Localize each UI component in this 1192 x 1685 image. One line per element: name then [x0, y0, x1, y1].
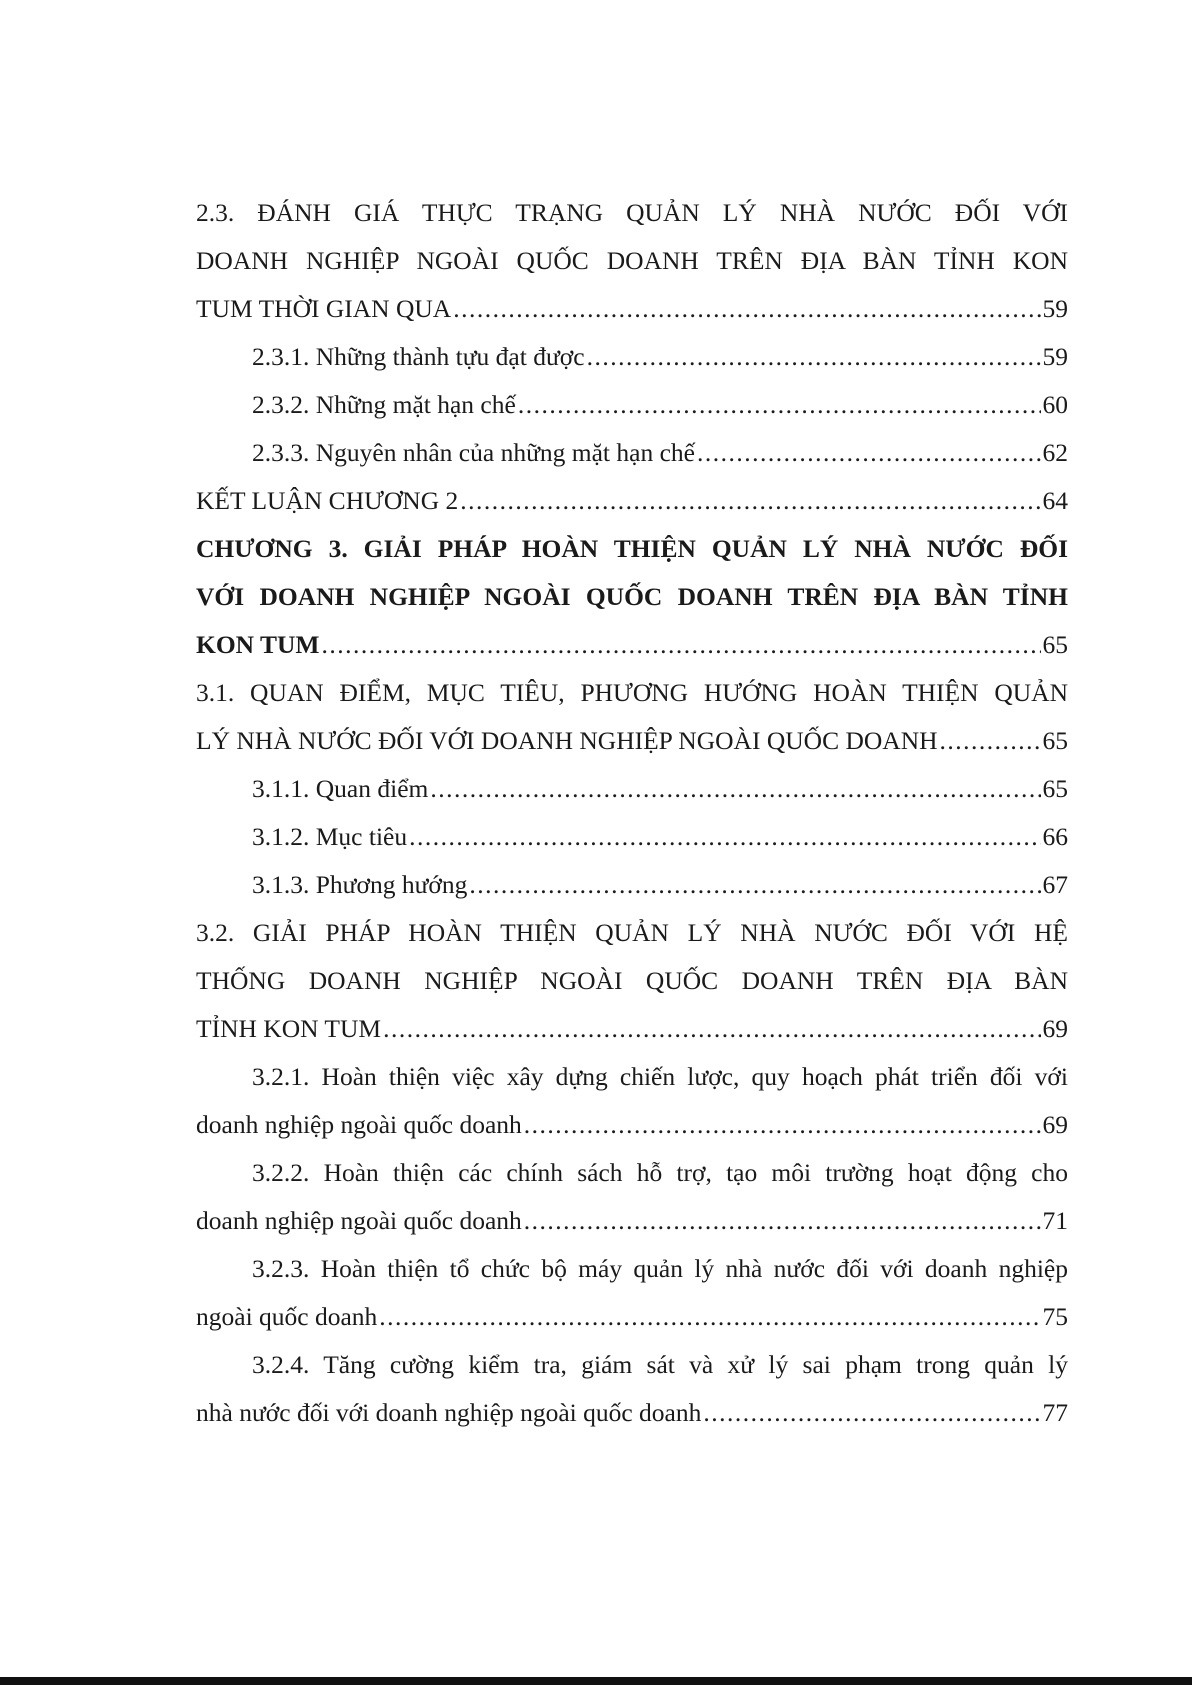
toc-entry-3-2-1-line-1: 3.2.1. Hoàn thiện việc xây dựng chiến lược, quy hoạch phát triển đối với: [252, 1062, 1068, 1091]
page-number: 69: [1042, 1014, 1068, 1043]
toc-entry-text: ngoài quốc doanh: [196, 1302, 378, 1331]
page-bottom-border: [0, 1677, 1192, 1685]
page-number: 59: [1042, 342, 1068, 371]
toc-entry-text: 3.1.3. Phương hướng: [252, 870, 468, 899]
dot-leader: [587, 333, 1041, 381]
page-number: 71: [1042, 1206, 1068, 1235]
toc-entry-text: 3.1.1. Quan điểm: [252, 774, 429, 803]
dot-leader: [524, 1197, 1041, 1245]
toc-entry-3-1-3[interactable]: [196, 861, 1068, 909]
toc-entry-text: 3.1.2. Mục tiêu: [252, 822, 408, 851]
toc-entry-2-3-line-3[interactable]: [196, 285, 1068, 333]
toc-entry-text: doanh nghiệp ngoài quốc doanh: [196, 1206, 522, 1235]
page-number: 65: [1042, 630, 1068, 659]
toc-entry-text: nhà nước đối với doanh nghiệp ngoài quốc doanh: [196, 1398, 702, 1427]
toc-entry-text: TỈNH KON TUM: [196, 1014, 382, 1043]
page-number: 59: [1042, 294, 1068, 323]
dot-leader: [524, 1101, 1041, 1149]
toc-entry-chuong-3-line-2: VỚI DOANH NGHIỆP NGOÀI QUỐC DOANH TRÊN ĐỊA BÀN TỈNH: [196, 582, 1068, 611]
toc-entry-text: KẾT LUẬN CHƯƠNG 2: [196, 486, 459, 515]
page-number: 64: [1042, 486, 1068, 515]
toc-entry-text: 2.3.3. Nguyên nhân của những mặt hạn chế: [252, 438, 695, 467]
page-number: 65: [1042, 774, 1068, 803]
toc-entry-2-3-1[interactable]: [196, 333, 1068, 381]
toc-entry-3-2-3-line-1: 3.2.3. Hoàn thiện tổ chức bộ máy quản lý nhà nước đối với doanh nghiệp: [252, 1254, 1068, 1283]
dot-leader: [453, 285, 1040, 333]
page-number: 66: [1042, 822, 1068, 851]
toc-entry-2-3-2[interactable]: [196, 381, 1068, 429]
dot-leader: [409, 813, 1040, 861]
toc-entry-text: 2.3.2. Những mặt hạn chế: [252, 390, 516, 419]
dot-leader: [518, 381, 1041, 429]
page-number: 69: [1042, 1110, 1068, 1139]
toc-entry-3-2-3-line-2[interactable]: [196, 1293, 1068, 1341]
toc-entry-ket-luan-chuong-2[interactable]: [196, 477, 1068, 525]
dot-leader: [469, 861, 1040, 909]
dot-leader: [379, 1293, 1040, 1341]
toc-entry-3-2-4-line-1: 3.2.4. Tăng cường kiểm tra, giám sát và xử lý sai phạm trong quản lý: [252, 1350, 1068, 1379]
page-number: 67: [1042, 870, 1068, 899]
page-number: 60: [1042, 390, 1068, 419]
toc-entry-3-1-2[interactable]: [196, 813, 1068, 861]
toc-entry-3-2-line-2: THỐNG DOANH NGHIỆP NGOÀI QUỐC DOANH TRÊN ĐỊA BÀN: [196, 966, 1068, 995]
dot-leader: [703, 1389, 1040, 1437]
dot-leader: [697, 429, 1041, 477]
toc-entry-text: KON TUM: [196, 630, 320, 659]
toc-entry-3-1-line-2[interactable]: [196, 717, 1068, 765]
toc-entry-2-3-line-1: 2.3. ĐÁNH GIÁ THỰC TRẠNG QUẢN LÝ NHÀ NƯỚC ĐỐI VỚI: [196, 198, 1068, 227]
dot-leader: [322, 621, 1041, 669]
page-number: 65: [1042, 726, 1068, 755]
toc-entry-text: doanh nghiệp ngoài quốc doanh: [196, 1110, 522, 1139]
dot-leader: [430, 765, 1040, 813]
page-number: 62: [1042, 438, 1068, 467]
table-of-contents: [196, 189, 1068, 1437]
toc-entry-chuong-3-line-1: CHƯƠNG 3. GIẢI PHÁP HOÀN THIỆN QUẢN LÝ NHÀ NƯỚC ĐỐI: [196, 534, 1068, 563]
toc-entry-3-1-1[interactable]: [196, 765, 1068, 813]
toc-entry-text: LÝ NHÀ NƯỚC ĐỐI VỚI DOANH NGHIỆP NGOÀI QUỐC DOANH: [196, 726, 938, 755]
page-number: 77: [1042, 1398, 1068, 1427]
toc-entry-3-1-line-1: 3.1. QUAN ĐIỂM, MỤC TIÊU, PHƯƠNG HƯỚNG HOÀN THIỆN QUẢN: [196, 678, 1068, 707]
page-number: 75: [1042, 1302, 1068, 1331]
dot-leader: [383, 1005, 1040, 1053]
toc-entry-3-2-line-1: 3.2. GIẢI PHÁP HOÀN THIỆN QUẢN LÝ NHÀ NƯỚC ĐỐI VỚI HỆ: [196, 918, 1068, 947]
toc-entry-3-2-line-3[interactable]: [196, 1005, 1068, 1053]
dot-leader: [940, 717, 1041, 765]
dot-leader: [460, 477, 1040, 525]
toc-entry-3-2-2-line-1: 3.2.2. Hoàn thiện các chính sách hỗ trợ, tạo môi trường hoạt động cho: [252, 1158, 1068, 1187]
toc-entry-3-2-4-line-2[interactable]: [196, 1389, 1068, 1437]
toc-entry-3-2-1-line-2[interactable]: [196, 1101, 1068, 1149]
toc-entry-chuong-3-line-3[interactable]: [196, 621, 1068, 669]
toc-entry-text: 2.3.1. Những thành tựu đạt được: [252, 342, 585, 371]
toc-entry-2-3-3[interactable]: [196, 429, 1068, 477]
toc-entry-text: TUM THỜI GIAN QUA: [196, 294, 452, 323]
toc-entry-2-3-line-2: DOANH NGHIỆP NGOÀI QUỐC DOANH TRÊN ĐỊA BÀN TỈNH KON: [196, 246, 1068, 275]
toc-entry-3-2-2-line-2[interactable]: [196, 1197, 1068, 1245]
